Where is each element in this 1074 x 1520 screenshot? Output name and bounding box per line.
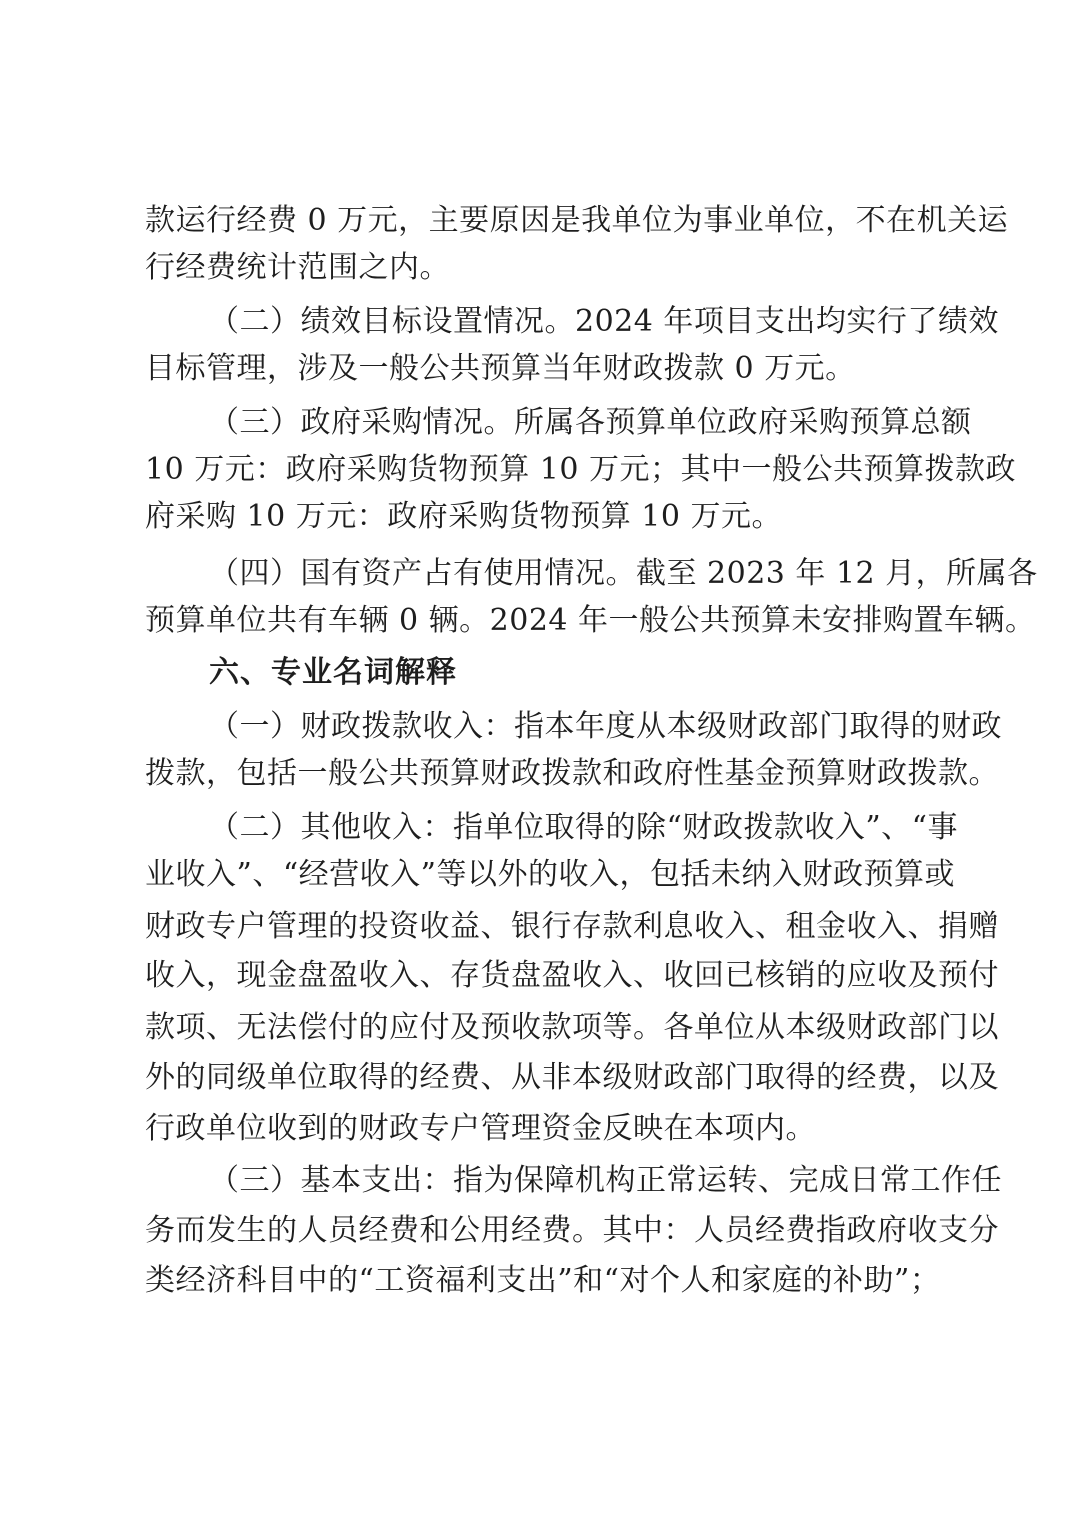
subheading-state-assets: （四）国有资产占有使用情况。	[209, 556, 636, 591]
subheading-performance-goals: （二）绩效目标设置情况。	[209, 304, 575, 339]
section-heading-glossary: 六、专业名词解释	[209, 655, 457, 690]
paragraph-line: 务而发生的人员经费和公用经费。其中：人员经费指政府收支分	[145, 1213, 999, 1248]
paragraph-line: 类经济科目中的“工资福利支出”和“对个人和家庭的补助”；	[145, 1263, 941, 1298]
paragraph-line: 款项、无法偿付的应付及预收款项等。各单位从本级财政部门以	[145, 1010, 999, 1045]
paragraph-line: 10 万元：政府采购货物预算 10 万元；其中一般公共预算拨款政	[145, 452, 1016, 487]
term-fiscal-appropriation-income: （一）财政拨款收入：指本年度从本级财政部门取得的财政	[209, 709, 1002, 744]
paragraph-line: 府采购 10 万元：政府采购货物预算 10 万元。	[145, 499, 782, 534]
section-state-assets: （四）国有资产占有使用情况。截至 2023 年 12 月，所属各	[209, 556, 1038, 591]
paragraph-line: 款运行经费 0 万元，主要原因是我单位为事业单位，不在机关运	[145, 203, 1009, 238]
term-other-income: （二）其他收入：指单位取得的除“财政拨款收入”、“事	[209, 810, 959, 845]
term-label-other-income: （二）其他收入：	[209, 810, 453, 845]
term-basic-expenditure: （三）基本支出：指为保障机构正常运转、完成日常工作任	[209, 1163, 1002, 1198]
paragraph-line: 收入，现金盘盈收入、存货盘盈收入、收回已核销的应收及预付	[145, 958, 999, 993]
section-government-procurement: （三）政府采购情况。所属各预算单位政府采购预算总额	[209, 405, 972, 440]
paragraph-line: 行政单位收到的财政专户管理资金反映在本项内。	[145, 1111, 816, 1146]
paragraph-line: 预算单位共有车辆 0 辆。2024 年一般公共预算未安排购置车辆。	[145, 603, 1036, 638]
paragraph-line: 财政专户管理的投资收益、银行存款利息收入、租金收入、捐赠	[145, 909, 999, 944]
section-performance-goals: （二）绩效目标设置情况。2024 年项目支出均实行了绩效	[209, 304, 999, 339]
paragraph-line: 外的同级单位取得的经费、从非本级财政部门取得的经费，以及	[145, 1060, 999, 1095]
paragraph-line: 业收入”、“经营收入”等以外的收入，包括未纳入财政预算或	[145, 857, 956, 892]
paragraph-line: 目标管理，涉及一般公共预算当年财政拨款 0 万元。	[145, 351, 856, 386]
paragraph-line: 行经费统计范围之内。	[145, 250, 450, 285]
term-label-basic-expenditure: （三）基本支出：	[209, 1163, 453, 1198]
term-label-fiscal-appropriation: （一）财政拨款收入：	[209, 709, 514, 744]
subheading-government-procurement: （三）政府采购情况。	[209, 405, 514, 440]
paragraph-line: 拨款，包括一般公共预算财政拨款和政府性基金预算财政拨款。	[145, 756, 999, 791]
